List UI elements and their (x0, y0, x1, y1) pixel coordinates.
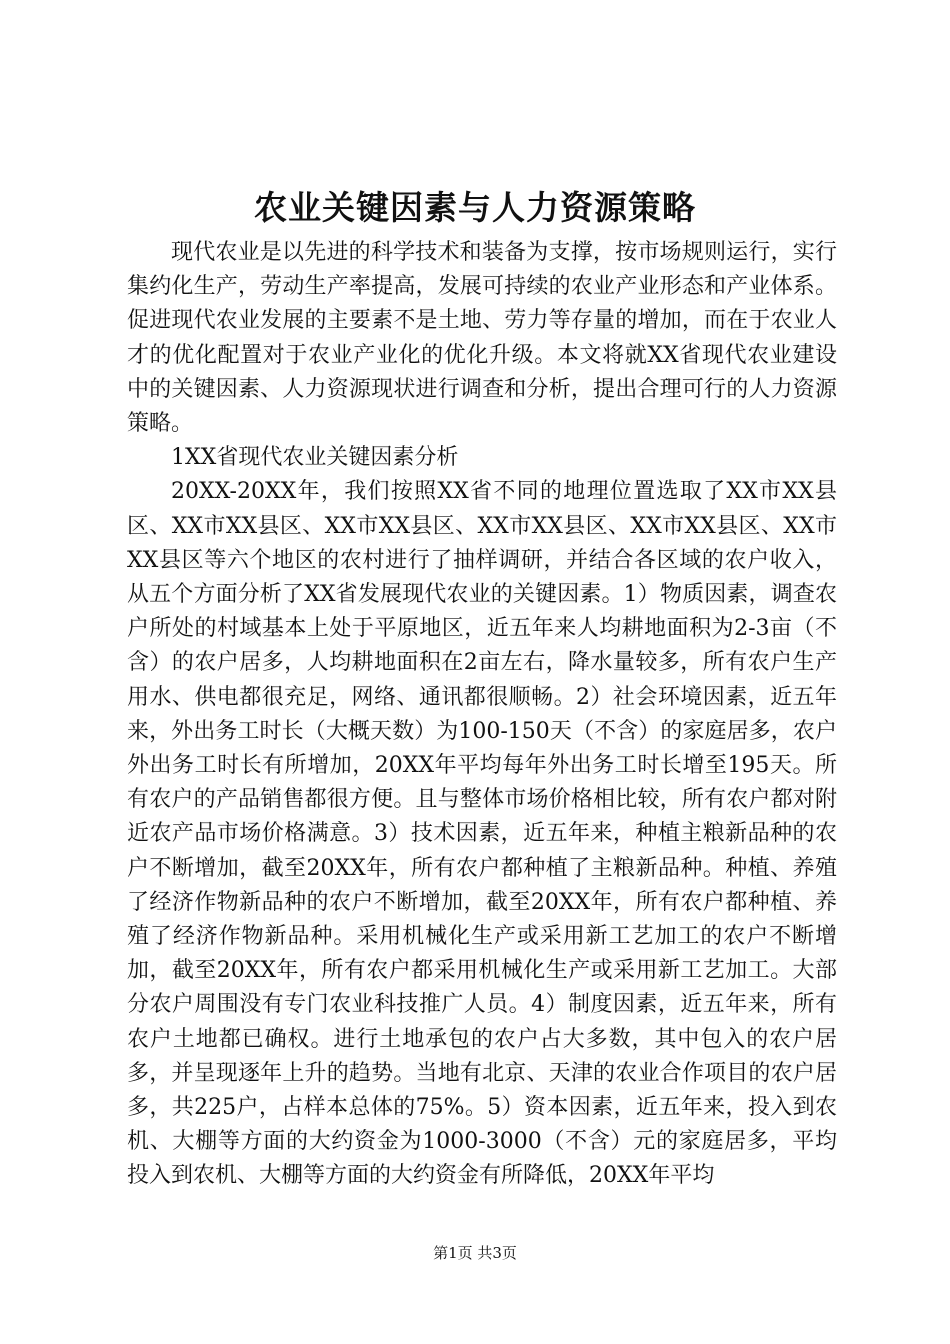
document-body (127, 236, 837, 1194)
page-footer: 第1页 共3页 (433, 1244, 517, 1262)
section-heading: 1XX省现代农业关键因素分析 (171, 445, 459, 471)
document-title: 农业关键因素与人力资源策略 (254, 188, 696, 227)
analysis-paragraph: 20XX-20XX年，我们按照XX省不同的地理位置选取了XX市XX县区、XX市XX县区、XX市XX县区、XX市XX县区、XX市XX县区、XX市XX县区等六个地区的农村进行了抽样调研，并结合各区域的农户收入，从五个方面分析了XX省发展现代农业的关键因素。1）物质因素，调查农户所处的村域基本上处于平原地区，近五年来人均耕地面积为2-3亩（不含）的农户居多，人均耕地面积在2亩左右，降水量较多，所有农户生产用水、供电都很充足，网络、通讯都很顺畅。2）社会环境因素，近五年来，外出务工时长（大概天数）为100-150天（不含）的家庭居多，农户外出务工时长有所增加，20XX年平均每年外出务工时长增至195天。所有农户的产品销售都很方便。且与整体市场价格相比较，所有农户都对附近农产品市场价格满意。3）技术因素，近五年来，种植主粮新品种的农户不断增加，截至20XX年，所有农户都种植了主粮新品种。种植、养殖了经济作物新品种的农户不断增加，截至20XX年，所有农户都种植、养殖了经济作物新品种。采用机械化生产或采用新工艺加工的农户不断增加，截至20XX年，所有农户都采用机械化生产或采用新工艺加工。大部分农户周围没有专门农业科技推广人员。4）制度因素，近五年来，所有农户土地都已确权。进行土地承包的农户占大多数，其中包入的农户居多，并呈现逐年上升的趋势。当地有北京、天津的农业合作项目的农户居多，共225户，占样本总体的75%。5）资本因素，近五年来，投入到农机、大棚等方面的大约资金为1000-3000（不含）元的家庭居多，平均投入到农机、大棚等方面的大约资金有所降低，20XX年平均 (127, 479, 837, 1189)
intro-paragraph: 现代农业是以先进的科学技术和装备为支撑，按市场规则运行，实行集约化生产，劳动生产率提高，发展可持续的农业产业形态和产业体系。促进现代农业发展的主要素不是土地、劳力等存量的增加，而在于农业人才的优化配置对于农业产业化的优化升级。本文将就XX省现代农业建设中的关键因素、人力资源现状进行调查和分析，提出合理可行的人力资源策略。 (127, 240, 837, 437)
